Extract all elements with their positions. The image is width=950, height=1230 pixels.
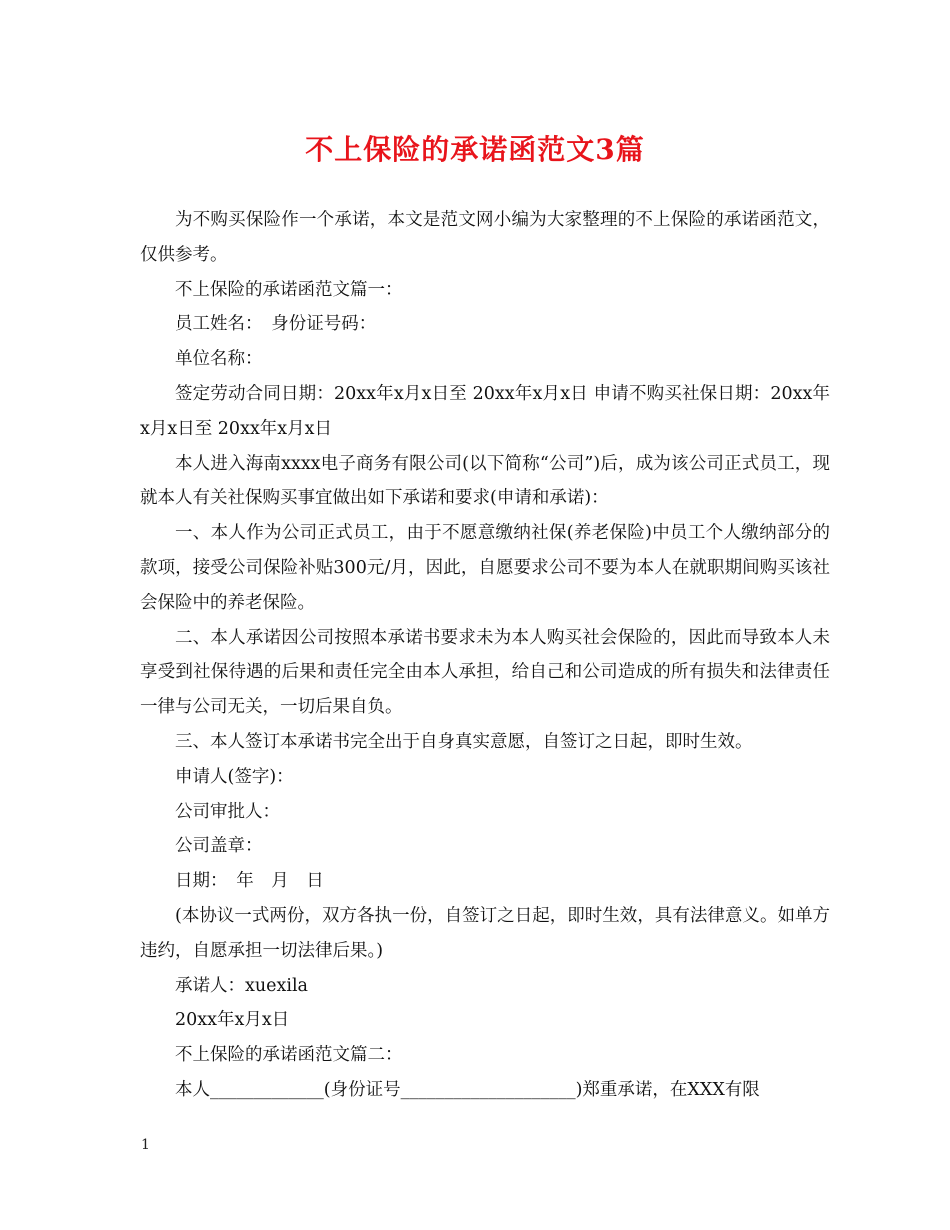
clause-1: 一、本人作为公司正式员工，由于不愿意缴纳社保(养老保险)中员工个人缴纳部分的款项，接受公司保险补贴300元/月，因此，自愿要求公司不要为本人在就职期间购买该社会保险中的养老保险。: [140, 523, 830, 613]
company-seal-line: 公司盖章：: [175, 836, 263, 857]
company-name-line: 单位名称：: [175, 349, 263, 370]
intro-paragraph: 为不购买保险作一个承诺，本文是范文网小编为大家整理的不上保险的承诺函范文，仅供参考。: [140, 210, 830, 265]
section-heading-2: 不上保险的承诺函范文篇二：: [175, 1045, 403, 1066]
agreement-note: (本协议一式两份，双方各执一份，自签订之日起，即时生效，具有法律意义。如单方违约，自愿承担一切法律后果。): [140, 905, 830, 961]
clause-3: 三、本人签订本承诺书完全出于自身真实意愿，自签订之日起，即时生效。: [175, 731, 753, 752]
page-number: 1: [141, 1137, 150, 1153]
section-2-first-line: 本人_____________(身份证号____________________)郑重承诺，在XXX有限: [175, 1079, 760, 1100]
approver-line: 公司审批人：: [175, 801, 280, 822]
document-title: 不上保险的承诺函范文3篇: [305, 133, 645, 166]
contract-date-line: 签定劳动合同日期：20xx年x月x日至 20xx年x月x日 申请不购买社保日期：20xx年x月x日至 20xx年x月x日: [140, 383, 830, 439]
document-body: [140, 203, 830, 1108]
employee-name-line: 员工姓名： 身份证号码：: [175, 314, 377, 335]
date-line: 日期： 年 月 日: [175, 871, 324, 892]
section-heading-1: 不上保险的承诺函范文篇一：: [175, 279, 403, 300]
statement-paragraph: 本人进入海南xxxx电子商务有限公司(以下简称“公司”)后，成为该公司正式员工，现就本人有关社保购买事宜做出如下承诺和要求(申请和承诺)：: [140, 453, 830, 509]
promisor-line: 承诺人：xuexila: [175, 975, 308, 996]
promise-date-line: 20xx年x月x日: [175, 1010, 290, 1031]
applicant-signature-line: 申请人(签字)：: [175, 766, 294, 787]
clause-2: 二、本人承诺因公司按照本承诺书要求未为本人购买社会保险的，因此而导致本人未享受到社保待遇的后果和责任完全由本人承担，给自己和公司造成的所有损失和法律责任一律与公司无关，一切后果自负。: [140, 627, 830, 718]
